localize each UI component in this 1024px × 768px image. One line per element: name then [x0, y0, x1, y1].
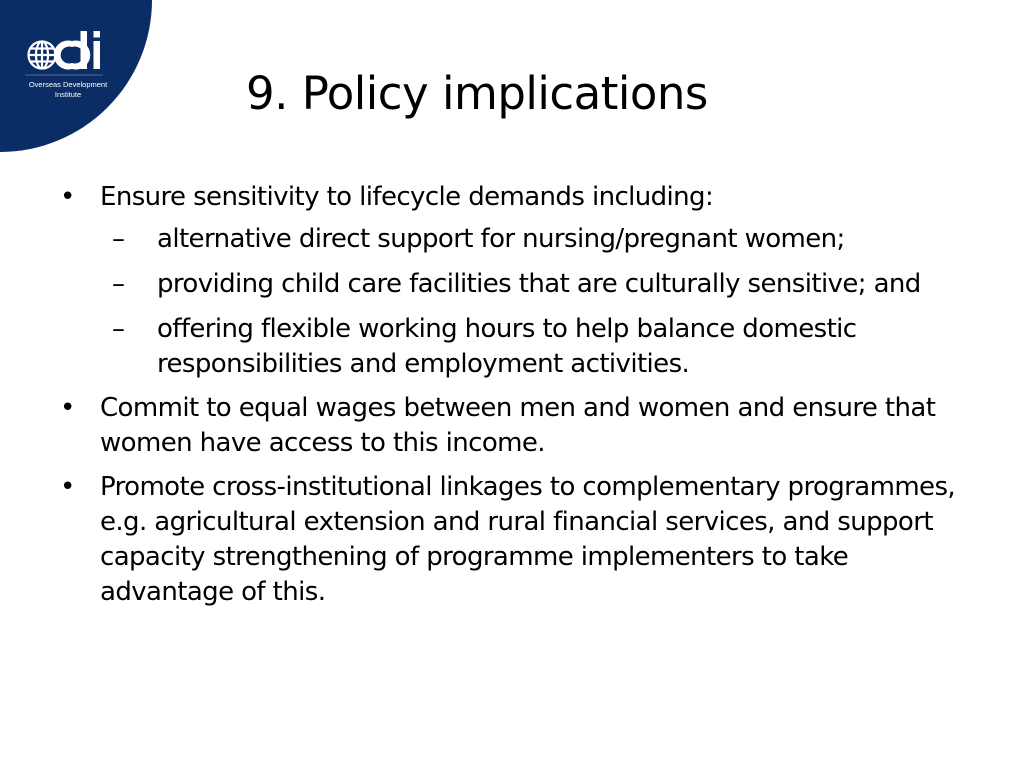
logo-tagline-line1: Overseas Development [28, 80, 108, 89]
sub-bullet-marker: – [112, 269, 125, 299]
sub-bullet-text: providing child care facilities that are culturally sensitive; and [157, 269, 921, 299]
bullet-text: Commit to equal wages between men and women and ensure that women have access to this income. [100, 393, 936, 458]
logo-tagline-line2: Institute [54, 90, 82, 99]
sub-bullet-item [112, 222, 960, 257]
bullet-item [60, 391, 960, 461]
slide-title: 9. Policy implications [246, 67, 708, 120]
sub-bullet-item [112, 267, 960, 302]
bullet-marker: • [60, 393, 75, 423]
globe-icon [29, 42, 56, 69]
bullet-text: Promote cross-institutional linkages to complementary programmes, e.g. agricultural extension and rural financial services, and support capacity strengthening of programme implementers to take advantage of this. [100, 472, 956, 607]
sub-bullet-marker: – [112, 314, 125, 344]
bullet-marker: • [60, 472, 75, 502]
bullet-list [60, 180, 960, 619]
sub-bullet-text: alternative direct support for nursing/pregnant women; [157, 224, 845, 254]
odi-logo-graphic [0, 0, 156, 156]
sub-bullet-marker: – [112, 224, 125, 254]
bullet-item [60, 180, 960, 382]
sub-bullet-text: offering flexible working hours to help balance domestic responsibilities and employment activities. [157, 314, 857, 379]
bullet-item [60, 470, 960, 610]
bullet-marker: • [60, 182, 75, 212]
sub-bullet-item [112, 312, 960, 382]
odi-logo-badge [0, 0, 156, 156]
logo-tagline [14, 80, 122, 100]
bullet-text: Ensure sensitivity to lifecycle demands including: [100, 182, 714, 212]
sub-bullet-list [100, 222, 960, 382]
